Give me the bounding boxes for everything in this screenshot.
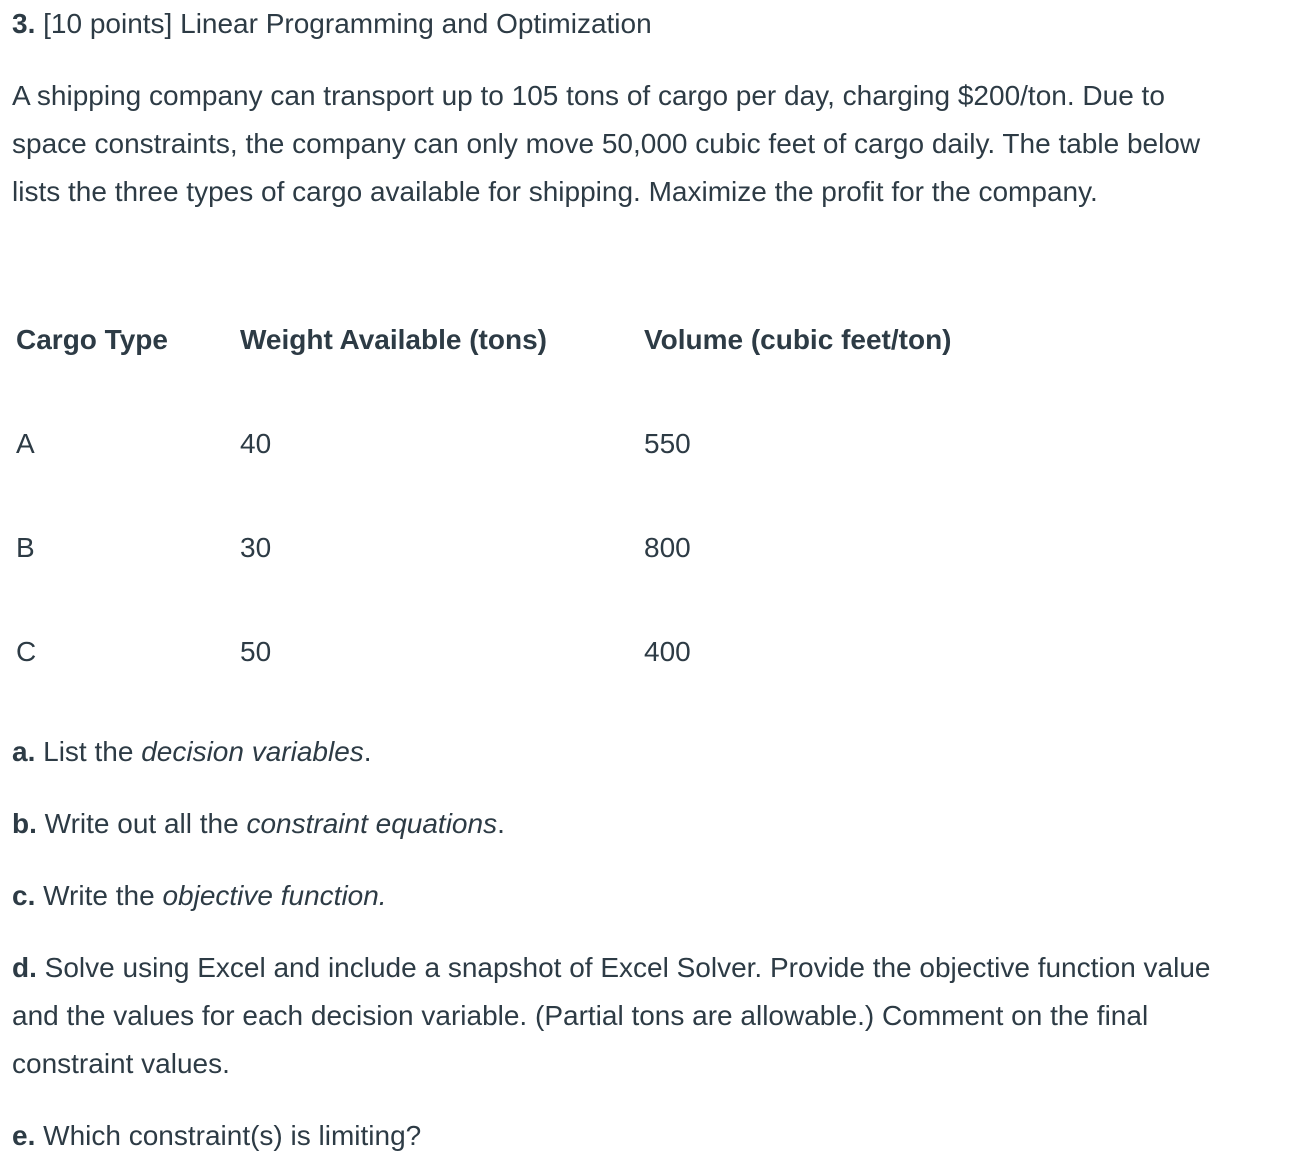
table-header-volume: Volume (cubic feet/ton) bbox=[644, 324, 952, 355]
table-cell-volume: 550 bbox=[644, 428, 691, 459]
table-cell-type: B bbox=[16, 532, 35, 563]
table-header-cargo-type: Cargo Type bbox=[16, 324, 168, 355]
problem-heading bbox=[12, 4, 652, 44]
question-c-label: c. bbox=[12, 880, 36, 911]
table-header-weight: Weight Available (tons) bbox=[240, 324, 547, 355]
question-d bbox=[12, 944, 1242, 1088]
table-cell-weight: 30 bbox=[240, 532, 272, 563]
question-c-text: Write the bbox=[35, 880, 163, 911]
question-e bbox=[12, 1112, 1242, 1160]
question-a-emphasis: decision variables bbox=[141, 736, 364, 767]
question-c-emphasis: objective function. bbox=[162, 880, 387, 911]
table-cell-volume: 400 bbox=[644, 636, 691, 667]
question-a-text: List the bbox=[35, 736, 142, 767]
problem-title: [10 points] Linear Programming and Optimization bbox=[43, 8, 652, 39]
question-a bbox=[12, 728, 1242, 776]
question-e-label: e. bbox=[12, 1120, 36, 1151]
question-c bbox=[12, 872, 1242, 920]
question-b-end: . bbox=[497, 808, 505, 839]
question-b bbox=[12, 800, 1242, 848]
table-cell-weight: 40 bbox=[240, 428, 272, 459]
question-e-text: Which constraint(s) is limiting? bbox=[35, 1120, 422, 1151]
table-cell-volume: 800 bbox=[644, 532, 691, 563]
question-b-emphasis: constraint equations bbox=[246, 808, 498, 839]
problem-intro: A shipping company can transport up to 105 tons of cargo per day, charging $200/ton. Due to space constraints, the company can only move 50,000 cubic feet of cargo daily. The table below lists the three types of cargo available for shipping. Maximize the profit for the company. bbox=[12, 80, 1201, 207]
table-cell-type: C bbox=[16, 636, 37, 667]
table-cell-type: A bbox=[16, 428, 35, 459]
question-b-label: b. bbox=[12, 808, 37, 839]
problem-number: 3. bbox=[12, 8, 36, 39]
question-d-text: Solve using Excel and include a snapshot of Excel Solver. Provide the objective function value and the values for each decision variable. (Partial tons are allowable.) Comment on the final constraint values. bbox=[12, 952, 1211, 1079]
table-cell-weight: 50 bbox=[240, 636, 272, 667]
question-d-label: d. bbox=[12, 952, 37, 983]
question-a-end: . bbox=[363, 736, 372, 767]
question-a-label: a. bbox=[12, 736, 36, 767]
question-b-text: Write out all the bbox=[36, 808, 247, 839]
